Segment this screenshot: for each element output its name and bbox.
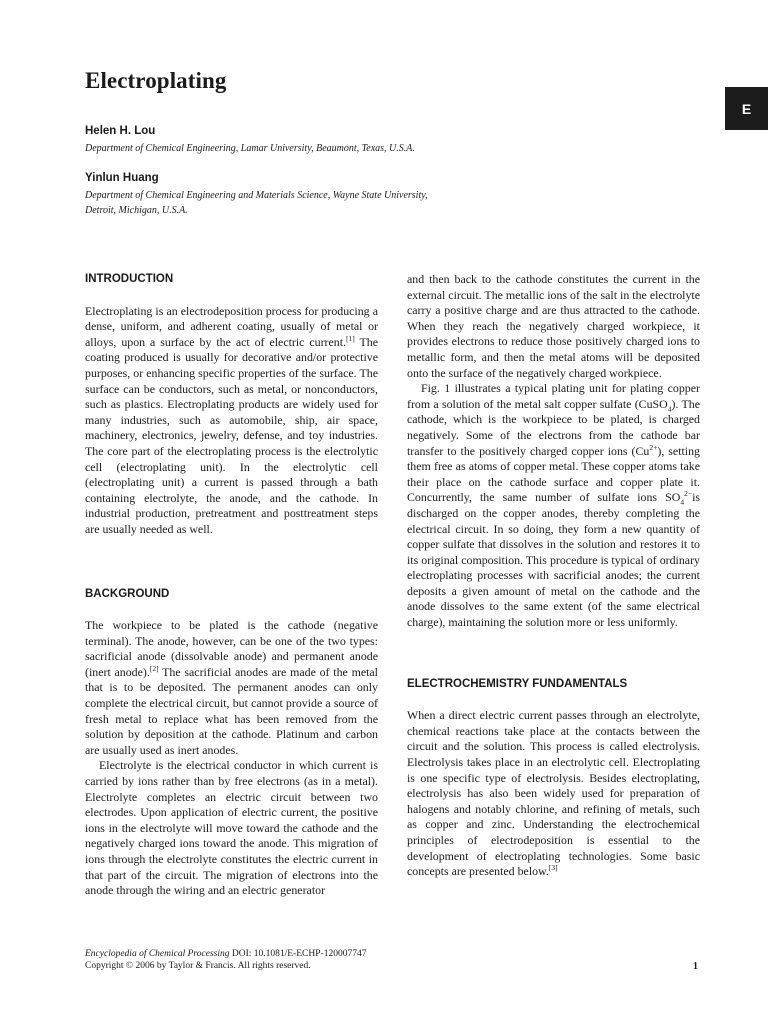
author-affiliation: Department of Chemical Engineering, Lamar University, Beaumont, Texas, U.S.A. xyxy=(85,143,415,154)
background-paragraph: and then back to the cathode constitutes the current in the external circuit. The metallic ions of the salt in the electrolyte carry a positive charge and are thus attracted to the cathode. When they reach the negatively charged workpiece, it provides electrons to reduce those positively charged ions to metallic form, and then the metal atoms will be deposited onto the surface of the negatively charged workpiece. xyxy=(407,272,700,380)
citation-ref: [2] xyxy=(149,663,159,673)
article-title: Electroplating xyxy=(85,68,227,93)
author-affiliation: Department of Chemical Engineering and Materials Science, Wayne State University, Detroit, Michigan, U.S.A. xyxy=(85,190,428,216)
author-block-2 xyxy=(85,172,428,218)
right-column xyxy=(407,272,700,880)
left-column xyxy=(85,272,378,899)
copyright: Copyright © 2006 by Taylor & Francis. All rights reserved. xyxy=(85,961,311,971)
section-tab-letter: E xyxy=(725,87,768,130)
page-number: 1 xyxy=(693,961,698,972)
background-paragraph: The workpiece to be plated is the cathode (negative terminal). The anode, however, can be one of the two types: sacrificial anode (dissolvable anode) and permanent anode (inert anode).[2] The sacrificial anodes are made of the metal that is to be deposited. The permanent anodes can only complete the electrical circuit, but cannot provide a source of fresh metal to replace what has been removed from the solution by deposition at the cathode. Platinum and carbon are usually used as inert anodes. xyxy=(85,618,378,757)
fundamentals-paragraph: When a direct electric current passes through an electrolyte, chemical reactions take place at the contacts between the circuit and the solution. This process is called electrolysis. Electrolysis takes place in an electrolytic cell. Electroplating is one specific type of electrolysis. Besides electroplating, electrolysis has also been widely used for preparation of halogens and notably chlorine, and refining of metals, such as copper and zinc. Understanding the electrochemical principles of electrodeposition is essential to the development of electroplating technologies. Some basic concepts are presented below.[3] xyxy=(407,708,700,879)
section-heading-introduction: INTRODUCTION xyxy=(85,273,174,285)
author-name: Yinlun Huang xyxy=(85,172,159,184)
doi: DOI: 10.1081/E-ECHP-120007747 xyxy=(229,949,367,959)
citation-ref: [3] xyxy=(548,863,558,873)
background-paragraph: Electrolyte is the electrical conductor in which current is carried by ions rather than by free electrons (as in a metal). Electrolyte completes an electric circuit between two electrodes. Upon application of electric current, the positive ions in the electrolyte will move toward the cathode and the negatively charged ions toward the anode. This migration of ions through the electrolyte constitutes the electric current in that part of the circuit. The migration of electrons into the anode through the wiring and an electric generator xyxy=(85,758,378,898)
author-block-1 xyxy=(85,125,415,156)
page-footer xyxy=(85,948,366,972)
author-name: Helen H. Lou xyxy=(85,125,156,137)
section-heading-background: BACKGROUND xyxy=(85,587,170,600)
intro-paragraph: Electroplating is an electrodeposition process for producing a dense, uniform, and adherent coating, usually of metal or alloys, upon a surface by the act of electric current.[1] The coating produced is usually for decorative and/or protective purposes, or enhancing specific properties of the surface. The surface can be conductors, such as metal, or nonconductors, such as plastics. Electroplating products are widely used for many industries, such as automobile, ship, air space, machinery, electronics, jewelry, defense, and toy industries. The core part of the electroplating process is the electrolytic cell (electroplating unit). In the electrolytic cell (electroplating unit) a current is passed through a bath containing electrolyte, the anode, and the cathode. In industrial production, pretreatment and posttreatment steps are usually needed as well. xyxy=(85,303,378,536)
journal-name: Encyclopedia of Chemical Processing xyxy=(85,949,230,959)
background-paragraph: Fig. 1 illustrates a typical plating unit for plating copper from a solution of the metal salt copper sulfate (CuSO$_4$). The cathode, which is the workpiece to be plated, is charged negatively. Some of the electrons from the cathode bar transfer to the positively charged copper ions $(Cu^{2+})$, setting them free as atoms of copper metal. These copper atoms take their place on the cathode surface and copper plate it. Concurrently, the same number of sulfate ions $SO_4^{2-}is$ discharged on the copper anodes, thereby completing the electrical circuit. In so doing, they form a new quantity of copper sulfate that dissolves in the solution and restores it to its original composition. This procedure is typical of ordinary electroplating processes with sacrificial anodes; the current deposits a given amount of metal on the cathode and the anode dissolves to the same extent (of the same electrical charge), maintaining the solution more or less uniformly. xyxy=(407,381,700,630)
citation-ref: [1] xyxy=(346,333,355,343)
section-heading-fundamentals: ELECTROCHEMISTRY FUNDAMENTALS xyxy=(407,677,628,690)
